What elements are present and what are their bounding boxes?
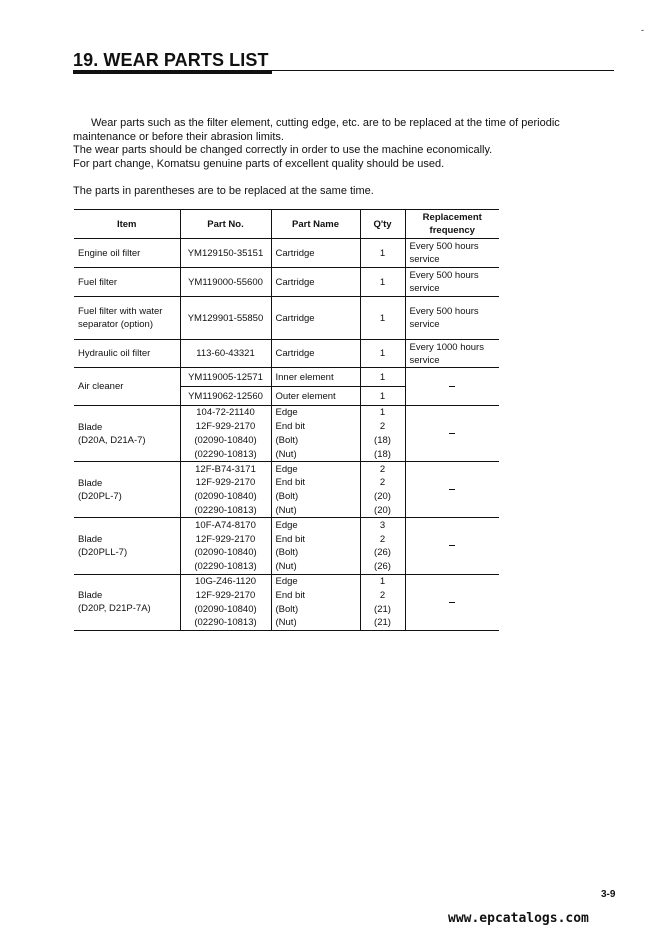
part-name-cell: Cartridge [271, 268, 360, 297]
part-no-cell: (02090-10840) [180, 490, 271, 504]
intro-text [73, 117, 621, 171]
part-name-cell: (Nut) [271, 560, 360, 574]
qty-cell: (18) [360, 434, 405, 448]
header-qty: Q'ty [360, 210, 405, 239]
qty-cell: 1 [360, 239, 405, 268]
qty-cell: 1 [360, 387, 405, 406]
item-cell: Hydraulic oil filter [74, 340, 180, 368]
part-no-cell: 10G-Z46-1120 [180, 574, 271, 588]
dash-mark [449, 602, 455, 603]
qty-cell: (26) [360, 546, 405, 560]
item-line: Blade [78, 590, 103, 602]
part-no-cell: (02090-10840) [180, 434, 271, 448]
qty-cell: 2 [360, 462, 405, 476]
part-no-cell: 104-72-21140 [180, 406, 271, 420]
frequency-dash [405, 518, 499, 574]
dash-mark [449, 386, 455, 387]
part-name-cell: (Bolt) [271, 546, 360, 560]
qty-cell: 1 [360, 368, 405, 387]
item-cell: Fuel filter [74, 268, 180, 297]
qty-cell: 3 [360, 518, 405, 532]
part-name-cell: Edge [271, 574, 360, 588]
table-header-row [74, 210, 499, 239]
part-name-cell: (Nut) [271, 447, 360, 461]
qty-cell: 1 [360, 297, 405, 340]
table-row [74, 239, 499, 268]
part-no-cell: 12F-929-2170 [180, 420, 271, 434]
item-model: (D20PLL-7) [78, 546, 128, 558]
table-row [74, 574, 499, 588]
part-no-cell: (02290-10813) [180, 616, 271, 630]
page-title: 19. WEAR PARTS LIST [73, 51, 272, 74]
frequency-cell: Every 500 hours service [405, 239, 499, 268]
item-model: (D20A, D21A-7) [78, 434, 146, 446]
table-row [74, 340, 499, 368]
part-no-cell: 10F-A74-8170 [180, 518, 271, 532]
part-no-cell: (02090-10840) [180, 602, 271, 616]
parentheses-note: The parts in parentheses are to be replaced at the same time. [73, 185, 374, 197]
dash-mark [449, 545, 455, 546]
part-name-cell: Edge [271, 462, 360, 476]
frequency-cell: Every 500 hours service [405, 297, 499, 340]
table-row [74, 268, 499, 297]
part-name-cell: (Nut) [271, 504, 360, 518]
page-heading-rule [73, 51, 614, 71]
frequency-dash [405, 462, 499, 518]
part-name-cell: (Bolt) [271, 602, 360, 616]
part-name-cell: (Bolt) [271, 490, 360, 504]
item-model: (D20PL-7) [78, 490, 122, 502]
qty-cell: 1 [360, 574, 405, 588]
table-row [74, 368, 499, 387]
dash-mark [449, 433, 455, 434]
qty-cell: 1 [360, 406, 405, 420]
item-cell: Fuel filter with water separator (option) [74, 297, 180, 340]
part-name-cell: End bit [271, 532, 360, 546]
part-no-cell: 12F-929-2170 [180, 588, 271, 602]
item-model: (D20P, D21P-7A) [78, 603, 151, 615]
part-name-cell: Outer element [271, 387, 360, 406]
item-line: Blade [78, 421, 103, 433]
part-no-cell: (02290-10813) [180, 447, 271, 461]
part-name-cell: End bit [271, 476, 360, 490]
table-row [74, 518, 499, 532]
item-cell [74, 518, 180, 574]
item-line: Blade [78, 533, 103, 545]
part-no-cell: YM119005-12571 [180, 368, 271, 387]
qty-cell: 1 [360, 340, 405, 368]
item-line: Blade [78, 477, 103, 489]
part-name-cell: Cartridge [271, 239, 360, 268]
qty-cell: (21) [360, 602, 405, 616]
frequency-cell: Every 1000 hours service [405, 340, 499, 368]
part-no-cell: (02290-10813) [180, 504, 271, 518]
qty-cell: 1 [360, 268, 405, 297]
part-name-cell: End bit [271, 588, 360, 602]
table-row [74, 462, 499, 476]
item-cell [74, 574, 180, 630]
part-name-cell: Cartridge [271, 297, 360, 340]
qty-cell: 2 [360, 476, 405, 490]
part-name-cell: End bit [271, 420, 360, 434]
qty-cell: 2 [360, 420, 405, 434]
intro-paragraph-3: For part change, Komatsu genuine parts of excellent quality should be used. [73, 157, 445, 170]
frequency-dash [405, 368, 499, 406]
website-url: www.epcatalogs.com [448, 911, 589, 926]
intro-paragraph-2: The wear parts should be changed correctly in order to use the machine economically. [73, 144, 493, 156]
qty-cell: (18) [360, 447, 405, 461]
qty-cell: 2 [360, 532, 405, 546]
part-no-cell: YM129901-55850 [180, 297, 271, 340]
wear-parts-table [74, 209, 499, 631]
frequency-dash [405, 574, 499, 630]
part-name-cell: (Nut) [271, 616, 360, 630]
intro-paragraph-1: Wear parts such as the filter element, cutting edge, etc. are to be replaced at the time of periodic maintenance or before their abrasion limits. [73, 117, 560, 143]
part-no-cell: 12F-B74-3171 [180, 462, 271, 476]
qty-cell: (26) [360, 560, 405, 574]
frequency-cell: Every 500 hours service [405, 268, 499, 297]
part-no-cell: YM119062-12560 [180, 387, 271, 406]
part-name-cell: (Bolt) [271, 434, 360, 448]
table-row [74, 406, 499, 420]
table-row [74, 297, 499, 340]
part-name-cell: Edge [271, 518, 360, 532]
corner-mark: - [641, 25, 644, 35]
header-item: Item [74, 210, 180, 239]
part-no-cell: YM119000-55600 [180, 268, 271, 297]
part-name-cell: Cartridge [271, 340, 360, 368]
part-no-cell: (02090-10840) [180, 546, 271, 560]
part-name-cell: Edge [271, 406, 360, 420]
part-no-cell: 12F-929-2170 [180, 532, 271, 546]
header-replacement-frequency: Replacement frequency [405, 210, 499, 239]
part-no-cell: YM129150-35151 [180, 239, 271, 268]
item-cell: Engine oil filter [74, 239, 180, 268]
part-name-cell: Inner element [271, 368, 360, 387]
item-cell: Air cleaner [74, 368, 180, 406]
item-cell [74, 406, 180, 462]
part-no-cell: 113-60-43321 [180, 340, 271, 368]
part-no-cell: (02290-10813) [180, 560, 271, 574]
header-part-no: Part No. [180, 210, 271, 239]
qty-cell: (20) [360, 490, 405, 504]
page-number: 3-9 [601, 889, 616, 900]
frequency-dash [405, 406, 499, 462]
qty-cell: (21) [360, 616, 405, 630]
qty-cell: 2 [360, 588, 405, 602]
qty-cell: (20) [360, 504, 405, 518]
header-part-name: Part Name [271, 210, 360, 239]
part-no-cell: 12F-929-2170 [180, 476, 271, 490]
item-cell [74, 462, 180, 518]
dash-mark [449, 489, 455, 490]
